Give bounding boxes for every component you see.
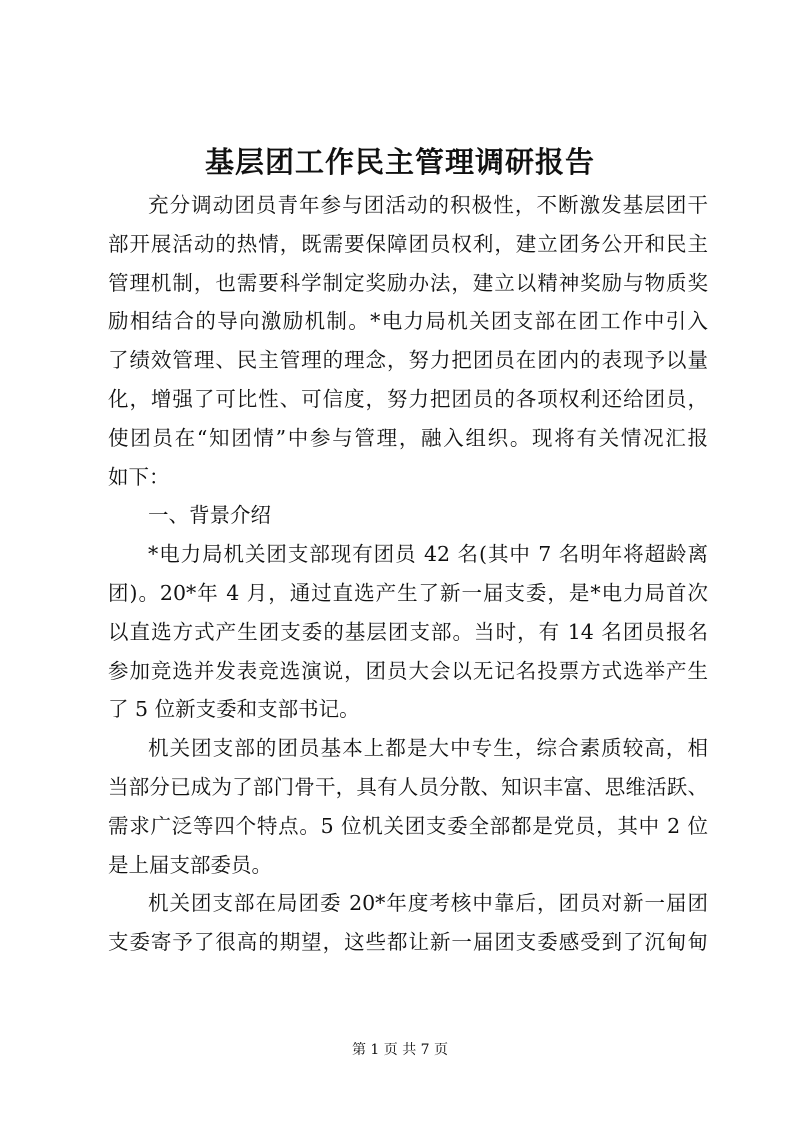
body-line: 如下： xyxy=(108,464,170,489)
document-title: 基层团工作民主管理调研报告 xyxy=(204,145,595,179)
page-footer: 第 1 页 共 7 页 xyxy=(351,1042,449,1058)
body-line: 以直选方式产生团支委的基层团支部。当时，有 14 名团员报名 xyxy=(108,619,708,644)
body-line: 当部分已成为了部门骨干，具有人员分散、知识丰富、思维活跃、 xyxy=(108,774,708,799)
body-line: 机关团支部的团员基本上都是大中专生，综合素质较高，相 xyxy=(148,736,708,761)
body-line: 需求广泛等四个特点。5 位机关团支委全部都是党员，其中 2 位 xyxy=(108,813,708,838)
body-line: 团)。20*年 4 月，通过直选产生了新一届支委，是*电力局首次 xyxy=(108,580,708,605)
body-line: 使团员在“知团情”中参与管理，融入组织。现将有关情况汇报 xyxy=(108,425,708,450)
body-line: *电力局机关团支部现有团员 42 名(其中 7 名明年将超龄离 xyxy=(148,542,708,567)
body-line: 管理机制，也需要科学制定奖励办法，建立以精神奖励与物质奖 xyxy=(108,270,708,295)
document-body xyxy=(108,186,708,962)
section-heading: 一、背景介绍 xyxy=(148,503,271,528)
body-line: 部开展活动的热情，既需要保障团员权利，建立团务公开和民主 xyxy=(108,231,708,256)
body-line: 化，增强了可比性、可信度，努力把团员的各项权利还给团员， xyxy=(108,386,708,411)
body-line: 支委寄予了很高的期望，这些都让新一届团支委感受到了沉甸甸 xyxy=(108,930,708,955)
body-line: 机关团支部在局团委 20*年度考核中靠后，团员对新一届团 xyxy=(148,891,708,916)
body-line: 励相结合的导向激励机制。*电力局机关团支部在团工作中引入 xyxy=(108,309,708,334)
body-line: 充分调动团员青年参与团活动的积极性，不断激发基层团干 xyxy=(148,193,708,217)
body-line: 了 5 位新支委和支部书记。 xyxy=(108,697,360,722)
body-line: 是上届支部委员。 xyxy=(108,852,272,877)
body-line: 了绩效管理、民主管理的理念，努力把团员在团内的表现予以量 xyxy=(108,348,708,373)
body-line: 参加竞选并发表竞选演说，团员大会以无记名投票方式选举产生 xyxy=(108,658,708,683)
